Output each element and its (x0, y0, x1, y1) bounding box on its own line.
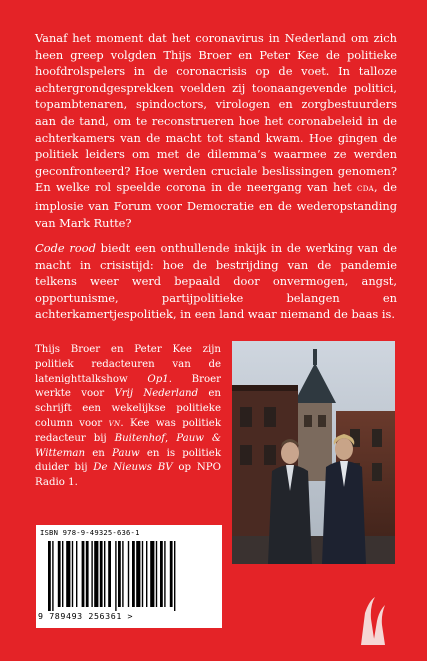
blurb-paragraph-2 (35, 240, 397, 323)
bio-text: en is politiek duider bij (35, 447, 221, 474)
blurb-cda: cda (357, 183, 374, 195)
bio-text: . Kee was politiek redacteur bij (35, 417, 221, 444)
bio-text: Thijs Broer en Peter Kee zijn politiek redacteuren van de latenighttalkshow (35, 344, 221, 385)
publisher-logo-icon (351, 593, 395, 653)
bio-magazine-abbr: vn (108, 417, 121, 429)
isbn-label: ISBN 978-9-49325-636-1 (40, 528, 140, 537)
blurb-paragraph-1 (35, 30, 397, 231)
bio-text: op NPO Radio 1. (35, 462, 221, 489)
barcode-box (36, 525, 222, 628)
blurb-text-2: biedt een onthullende inkijk in de werking van de macht in crisistijd: hoe de bestrijding van de pandemie telkens weer werd bepaald door onvermogen, angst, opportunisme, partijpolitieke belangen en achterkamertjespolitiek, in een land waar niemand de baas is. (35, 241, 397, 322)
bio-text: , (165, 432, 177, 444)
blurb-text-1-end: , de implosie van Forum voor Democratie en de wederopstanding van Mark Rutte? (35, 180, 397, 230)
bio-show: Pauw (111, 447, 140, 459)
bio-show: Buitenhof (114, 432, 166, 444)
barcode-digits: 9 789493 256361 > (38, 611, 134, 621)
bio-show-op1: Op1 (147, 373, 169, 385)
bio-show: Pauw & Witteman (35, 432, 221, 459)
bio-show: De Nieuws BV (93, 462, 173, 474)
barcode-icon (46, 541, 212, 611)
blurb-text-1: Vanaf het moment dat het coronavirus in Nederland om zich heen greep volgden Thijs Broer en Peter Kee de politieke hoofdrolspelers in de coronacrisis op de voet. In talloze achtergrondgesprekken voelden zij toonaangevende politici, topambtenaren, spindoctors, virologen en zorgbestuurders aan de tand, om te reconstrueren hoe het coronabeleid in de achterkamers van de macht tot stand kwam. Hoe gingen de politiek leiders om met de dilemma’s waarmee ze werden geconfronteerd? Hoe werden cruciale beslissingen genomen? En welke rol speelde corona in de neergang van het (35, 31, 397, 195)
bio-text: en (85, 447, 112, 459)
bio-text: . Broer werkte voor (35, 373, 221, 400)
author-bio (35, 343, 221, 491)
bio-text: en schrijft een wekelijkse politieke column voor (35, 388, 221, 429)
author-photo (232, 341, 395, 564)
book-title: Code rood (35, 241, 96, 255)
bio-magazine: Vrij Nederland (114, 388, 199, 400)
